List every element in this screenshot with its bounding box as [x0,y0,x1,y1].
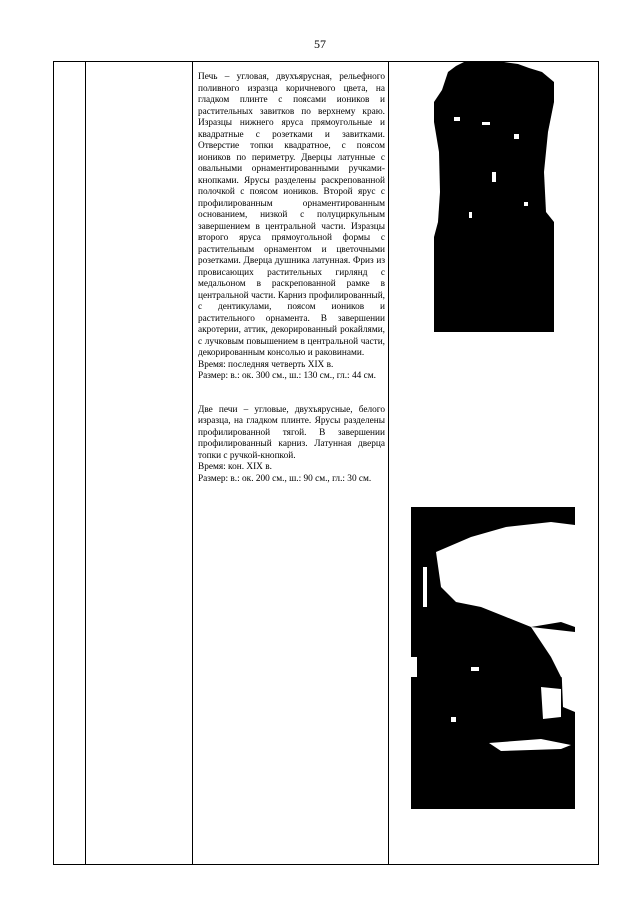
entry-1 [193,62,388,383]
table-row [54,62,599,865]
entry-2-size: Размер: в.: ок. 200 см., ш.: 90 см., гл.: 30 см. [198,473,372,484]
page-number: 57 [314,37,326,51]
entry-1-description: Печь – угловая, двухъярусная, рельефного поливного изразца коричневого цвета, на гладком плинте с поясами иоников и растительных завитков по верхнему краю. Изразцы нижнего яруса прямоугольные и квадратные с розетками и завитками. Отверстие топки квадратное, с поясом иоников по периметру. Дверцы латунные с овальными орнаментированными ручками-кнопками. Ярусы разделены раскрепованной полочкой с поясом иоников. Второй ярус с профилированным орнаментированным основанием, низкой с полуциркульным завершением в центральной части. Изразцы второго яруса прямоугольной формы с растительным орнаментом и цветочными розетками. Дверца душника латунная. Фриз из провисающих растительных гирлянд с медальоном в раскрепованной рамке в центральной части. Карниз профилированный, с дентикулами, поясом иоников и растительного орнамента. В завершении акротерии, аттик, декорированный рокайлями, с лучковым повышением в центральной части, декорированным консолью и раковинами. [198,72,385,358]
photo-cell [389,62,599,865]
name-cell [86,62,193,865]
stove-photo-2 [411,507,575,809]
entry-1-size: Размер: в.: ок. 300 см., ш.: 130 см., гл.: 44 см. [198,371,376,381]
entry-1-time: Время: последняя четверть XIX в. [198,359,334,370]
entry-2-time: Время: кон. XIX в. [198,462,272,472]
entry-2 [193,383,388,486]
entry-2-description: Две печи – угловые, двухъярусные, белого изразца, на гладком плинте. Ярусы разделены профилированной тягой. В завершении профилированный карниз. Латунная дверца топки с ручкой-кнопкой. [198,404,385,461]
stove-photo-1 [434,62,554,332]
description-cell [193,62,389,865]
number-cell [54,62,86,865]
catalog-table [53,61,599,865]
